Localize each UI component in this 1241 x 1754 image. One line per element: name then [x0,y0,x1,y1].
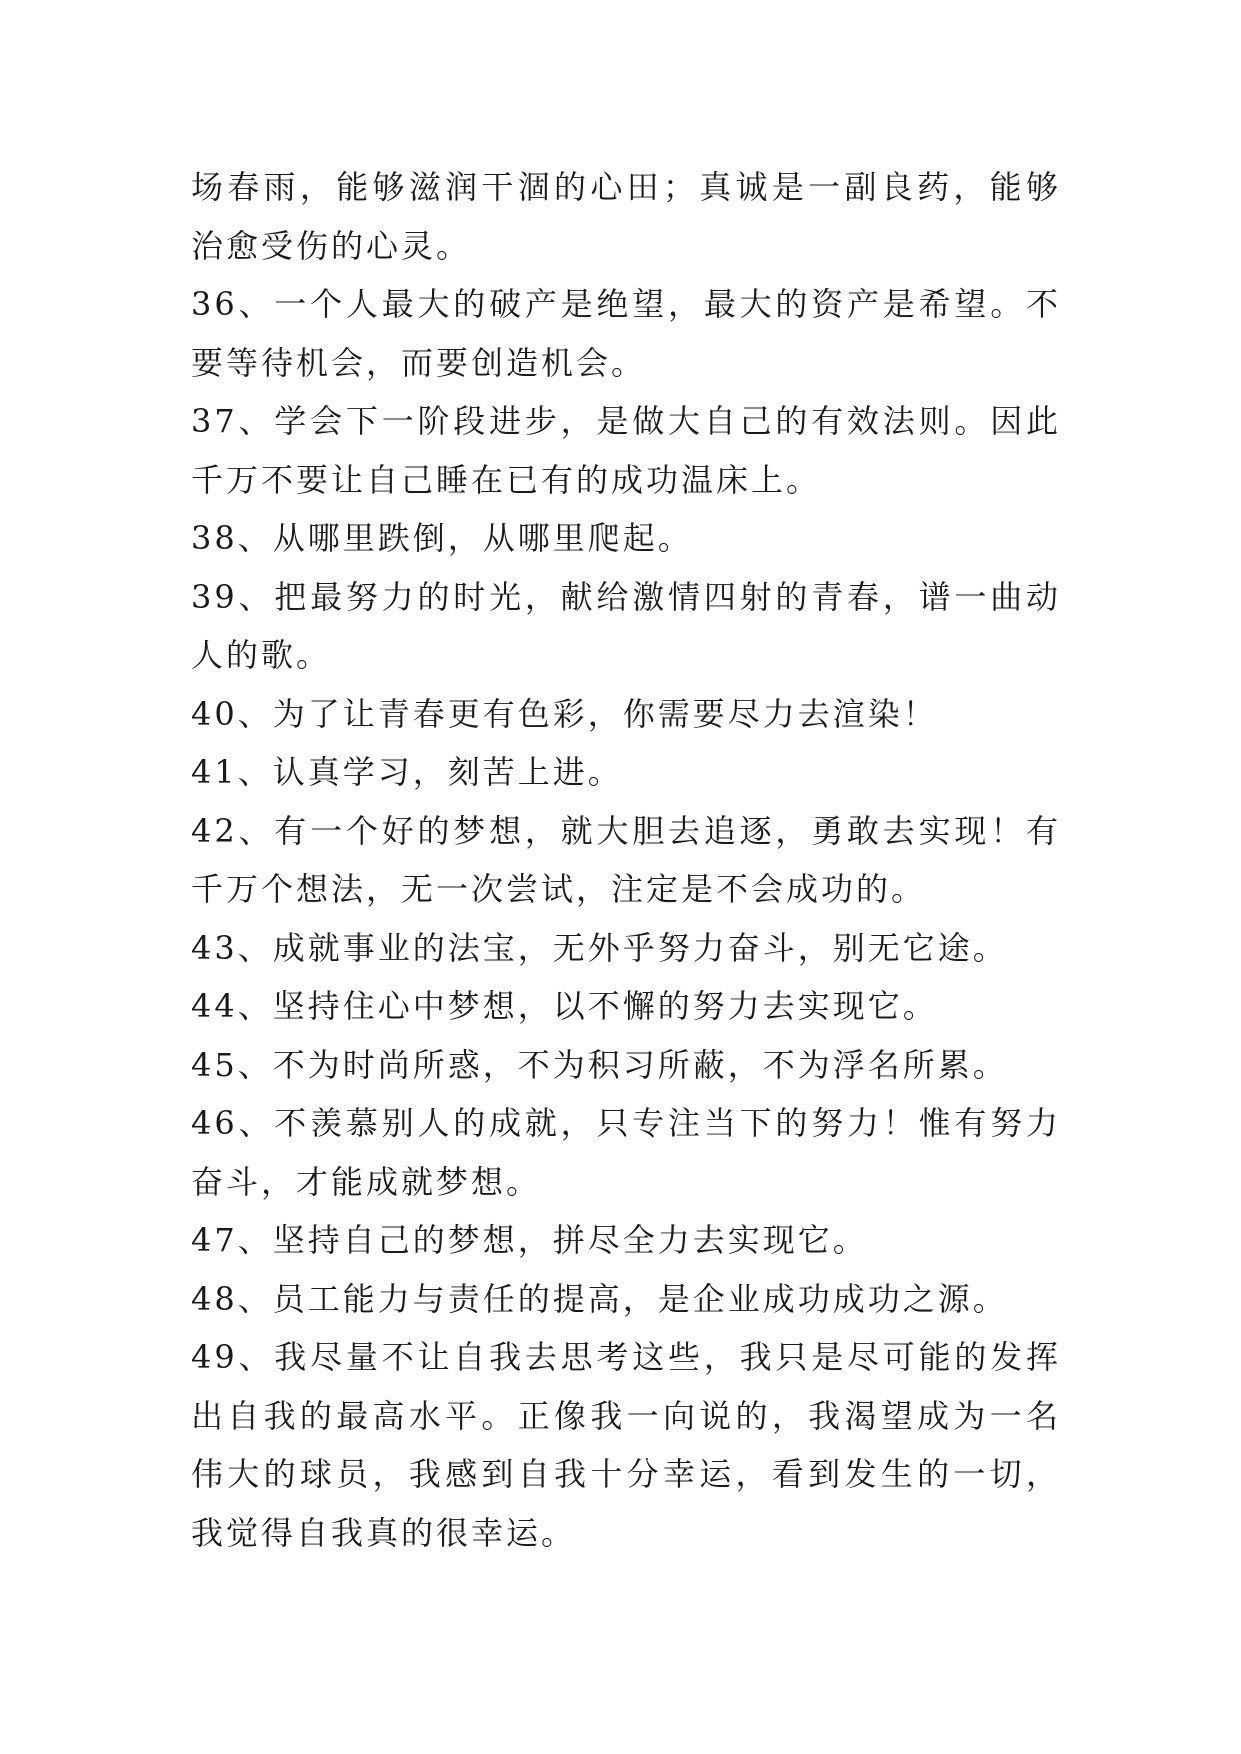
document-body [191,158,1061,1562]
paragraph-42: 42、有一个好的梦想，就大胆去追逐，勇敢去实现！有千万个想法，无一次尝试，注定是不会成功的。 [191,811,1061,908]
paragraph-43: 43、成就事业的法宝，无外乎努力奋斗，别无它途。 [191,928,1008,967]
paragraph-41: 41、认真学习，刻苦上进。 [191,753,623,791]
paragraph-49: 49、我尽量不让自我去思考这些，我只是尽可能的发挥出自我的最高水平。正像我一向说的，我渴望成为一名伟大的球员，我感到自我十分幸运，看到发生的一切，我觉得自我真的很幸运。 [191,1338,1061,1552]
paragraph-44: 44、坚持住心中梦想，以不懈的努力去实现它。 [191,987,938,1025]
paragraph-45: 45、不为时尚所惑，不为积习所蔽，不为浮名所累。 [191,1045,1008,1084]
paragraph-36: 36、一个人最大的破产是绝望，最大的资产是希望。不要等待机会，而要创造机会。 [191,285,1061,382]
paragraph-continuation: 场春雨，能够滋润干涸的心田；真诚是一副良药，能够治愈受伤的心灵。 [191,168,1061,265]
paragraph-38: 38、从哪里跌倒，从哪里爬起。 [191,519,693,557]
paragraph-46: 46、不羡慕别人的成就，只专注当下的努力！惟有努力奋斗，才能成就梦想。 [191,1104,1061,1201]
paragraph-37: 37、学会下一阶段进步，是做大自己的有效法则。因此千万不要让自己睡在已有的成功温床上。 [191,402,1061,499]
paragraph-39: 39、把最努力的时光，献给激情四射的青春，谱一曲动人的歌。 [191,577,1061,674]
paragraph-48: 48、员工能力与责任的提高，是企业成功成功之源。 [191,1279,1008,1318]
paragraph-47: 47、坚持自己的梦想，拼尽全力去实现它。 [191,1221,868,1259]
paragraph-40: 40、为了让青春更有色彩，你需要尽力去渲染！ [191,694,938,733]
